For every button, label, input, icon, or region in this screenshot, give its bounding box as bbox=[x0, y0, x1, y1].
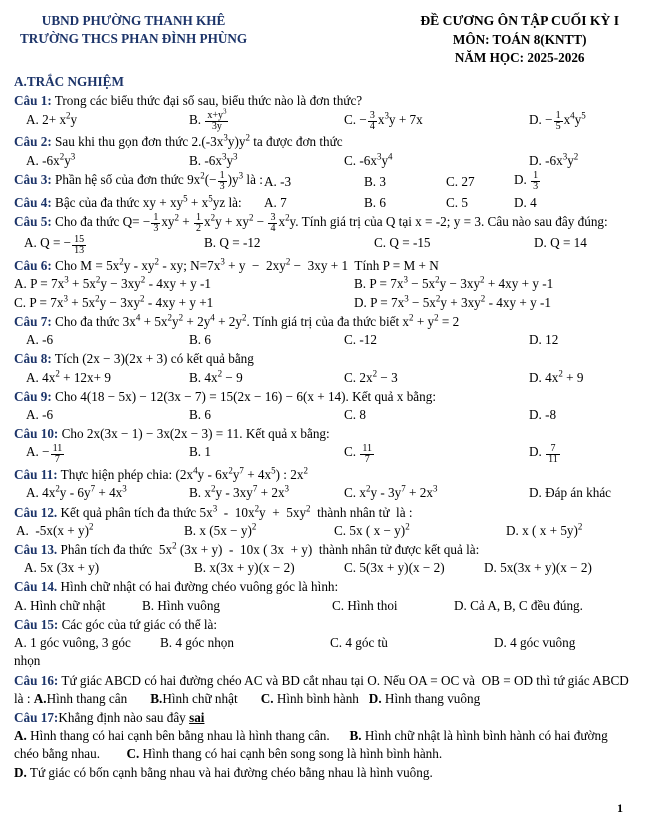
option-d: D. 5x(3x + y)(x − 2) bbox=[484, 560, 592, 576]
option-d: D. Q = 14 bbox=[534, 235, 587, 251]
option-c: C. $P = 7x^3 + 5x^2y - 3xy^2 - 4xy + y +1$ bbox=[14, 293, 214, 310]
option-d: D. $-6x^3y^2$ bbox=[529, 151, 579, 168]
question-2 bbox=[14, 133, 629, 169]
question-6 bbox=[14, 257, 629, 312]
option-d: D. $P = 7x^3 - 5x^2y + 3xy^2 - 4xy + y$ -1 bbox=[354, 293, 551, 310]
option-d: D. $\frac{1}{3}$ bbox=[514, 170, 539, 193]
question-16 bbox=[14, 672, 629, 708]
question-7 bbox=[14, 313, 629, 349]
question-15-stem: Các góc của tứ giác có thể là: bbox=[61, 616, 218, 632]
option-c: C. 5 bbox=[446, 194, 468, 210]
question-3 bbox=[14, 171, 629, 193]
question-5-label: Câu 5: bbox=[14, 213, 52, 229]
question-10 bbox=[14, 425, 629, 465]
option-b: B. 6 bbox=[364, 194, 386, 210]
question-16-stem: Tứ giác ABCD có hai đường chéo AC và BD cắt nhau tại O. Nếu OA = OC và OB = OD thì tứ giác ABCD là : A.Hình thang cân B.Hình chữ nhật C. Hình bình hành D. Hình thang vuông bbox=[14, 672, 629, 706]
question-12-options bbox=[14, 522, 629, 540]
question-11-stem: Thực hiện phép chia: $(2x^4y - 6x^2y^7 + 4x^5)$ : $2x^2$ bbox=[60, 465, 308, 483]
option-b: B. x(3x + y)(x − 2) bbox=[194, 560, 295, 576]
option-a: A. $2+ x^2y$ bbox=[26, 110, 78, 127]
question-17-label: Câu 17: bbox=[14, 709, 59, 725]
question-10-label: Câu 10: bbox=[14, 426, 59, 442]
question-1 bbox=[14, 92, 629, 132]
question-4-label: Câu 4: bbox=[14, 194, 52, 210]
option-b: B. x $(5x - y)^2$ bbox=[184, 521, 257, 538]
option-a: A. $4x^2 + 12x+ 9$ bbox=[26, 368, 111, 385]
question-2-label: Câu 2: bbox=[14, 134, 52, 150]
question-9 bbox=[14, 388, 629, 424]
option-c: C. $\frac{11}{7}$ bbox=[344, 442, 373, 465]
question-13-options bbox=[14, 559, 629, 577]
question-6-label: Câu 6: bbox=[14, 258, 52, 274]
question-17-option-d: D. Tứ giác có bốn cạnh bằng nhau và hai đường chéo bằng nhau là hình vuông. bbox=[14, 764, 433, 780]
header-left-block bbox=[14, 12, 247, 67]
document-header bbox=[14, 12, 629, 67]
option-d: D. 12 bbox=[529, 332, 559, 348]
option-b: B. $\frac{x+y^3}{3y}$ bbox=[189, 108, 227, 133]
option-a: A. − $\frac{11}{7}$ bbox=[26, 442, 63, 465]
option-b: B. $4x^2 - 9$ bbox=[189, 368, 243, 385]
question-16-label: Câu 16: bbox=[14, 672, 59, 688]
option-c: C. $2x^2 - 3$ bbox=[344, 368, 398, 385]
option-b: B. $x^2y - 3xy^7 + 2x^3$ bbox=[189, 483, 290, 501]
question-10-options bbox=[14, 443, 629, 465]
question-15-label: Câu 15: bbox=[14, 616, 59, 632]
question-14 bbox=[14, 578, 629, 614]
question-8-label: Câu 8: bbox=[14, 351, 52, 367]
option-d: D. $4x^2 + 9$ bbox=[529, 368, 584, 385]
question-4 bbox=[14, 194, 629, 212]
option-d: D. − $\frac{1}{5}$ $x^4y^5$ bbox=[529, 109, 586, 133]
question-7-label: Câu 7: bbox=[14, 313, 52, 329]
option-a: A. -6 bbox=[26, 332, 54, 348]
question-6-options-row2 bbox=[14, 294, 629, 312]
question-12-stem: Kết quả phân tích đa thức $5x^3 - 10x^2y + 5xy^2$ thành nhân tử là : bbox=[60, 503, 413, 520]
question-2-options bbox=[14, 152, 629, 170]
option-d: D. $\frac{7}{11}$ bbox=[529, 442, 558, 465]
question-5-options bbox=[14, 234, 629, 256]
option-b: B. 4 góc nhọn bbox=[160, 635, 234, 651]
header-right-block bbox=[420, 12, 629, 67]
question-1-options bbox=[14, 108, 629, 133]
option-a: A. Q = − $\frac{15}{13}$ bbox=[24, 233, 85, 256]
question-9-options bbox=[14, 406, 629, 424]
subject-line: MÔN: TOÁN 8(KNTT) bbox=[452, 31, 587, 47]
question-11 bbox=[14, 466, 629, 502]
page-number: 1 bbox=[617, 801, 623, 815]
doc-title: ĐỀ CƯƠNG ÔN TẬP CUỐI KỲ I bbox=[420, 13, 619, 28]
question-17-stem: Khẳng định nào sau đây sai bbox=[58, 709, 205, 725]
question-15 bbox=[14, 616, 629, 671]
option-c: C. 27 bbox=[446, 173, 475, 189]
option-a: A. -3 bbox=[264, 173, 292, 189]
option-d: D. 4 bbox=[514, 194, 537, 210]
option-a: A. 7 bbox=[264, 194, 287, 210]
option-c: C. 5x ( x − y)$^2$ bbox=[334, 521, 410, 538]
option-c: C. $x^2y - 3y^7 + 2x^3$ bbox=[344, 483, 438, 501]
question-6-stem: Cho $M = 5x^2y - xy^2$ - xy; $N=7x^3 + y - 2xy^2 - 3xy + 1$ Tính P = M + N bbox=[55, 256, 439, 274]
option-a: A. $-5x(x + y)^2$ bbox=[16, 521, 94, 538]
option-d: D. Đáp án khác bbox=[529, 485, 612, 501]
question-13-label: Câu 13. bbox=[14, 542, 58, 558]
option-b: B. 3 bbox=[364, 173, 386, 189]
question-12-label: Câu 12. bbox=[14, 504, 58, 520]
option-d: D. 4 góc vuông bbox=[494, 635, 576, 651]
option-b: B. $P = 7x^3 - 5x^2y - 3xy^2 + 4xy + y$ -1 bbox=[354, 275, 554, 292]
question-13 bbox=[14, 541, 629, 577]
school-name: TRƯỜNG THCS PHAN ĐÌNH PHÙNG bbox=[20, 31, 248, 47]
question-9-stem: Cho 4(18 − 5x) − 12(3x − 7) = 15(2x − 16) − 6(x + 14). Kết quả x bằng: bbox=[55, 388, 436, 404]
option-a: A. $P = 7x^3 + 5x^2y - 3xy^2 - 4xy + y$ -1 bbox=[14, 275, 211, 292]
question-1-stem: Trong các biểu thức đại số sau, biểu thức nào là đơn thức? bbox=[54, 93, 363, 109]
option-c: C. 5(3x + y)(x − 2) bbox=[344, 560, 445, 576]
question-14-options bbox=[14, 597, 629, 615]
question-7-stem: Cho đa thức $3x^4 + 5x^2y^2 + 2y^4 + 2y^2$. Tính giá trị của đa thức biết $x^2 + y^2 = 2$ bbox=[55, 312, 460, 329]
question-17-options-abc: A. Hình thang có hai cạnh bên bằng nhau là hình thang cân. B. Hình chữ nhật là hình bình hành có hai đường chéo bằng nhau. C. Hình thang có hai cạnh bên song song là hình bình hành. bbox=[14, 728, 608, 762]
question-5-stem: Cho đa thức Q= − $\frac{1}{3}$ $xy^2$ + $\frac{1}{2}$ $x^2y + xy^2$ − $\frac{3}{4}$ $x^2y$. Tính giá trị của Q tại x = -2; y = 3. Câu nào sau đây đúng: bbox=[55, 212, 608, 235]
option-d: D. Cả A, B, C đều đúng. bbox=[454, 597, 583, 613]
question-12 bbox=[14, 504, 629, 540]
question-6-options-row1 bbox=[14, 275, 629, 293]
org-name: UBND PHƯỜNG THANH KHÊ bbox=[41, 13, 226, 28]
option-b: B. 1 bbox=[189, 444, 211, 460]
question-2-stem: Sau khi thu gọn đơn thức $2.(-3x^3y)y^2$ ta được đơn thức bbox=[55, 132, 343, 150]
question-11-label: Câu 11: bbox=[14, 467, 58, 483]
option-b: B. Q = -12 bbox=[204, 235, 261, 251]
option-d: D. x ( x + 5y)$^2$ bbox=[506, 521, 583, 538]
option-b: B. Hình vuông bbox=[142, 597, 221, 613]
question-1-label: Câu 1: bbox=[14, 93, 52, 109]
question-11-options bbox=[14, 484, 629, 502]
question-8 bbox=[14, 350, 629, 386]
option-c: C. 8 bbox=[344, 406, 366, 422]
option-b: B. 6 bbox=[189, 332, 211, 348]
year-line: NĂM HỌC: 2025-2026 bbox=[454, 49, 585, 65]
option-b: B. $-6x^3y^3$ bbox=[189, 151, 238, 168]
question-8-options bbox=[14, 369, 629, 387]
question-7-options bbox=[14, 331, 629, 349]
option-a: A. $4x^2y - 6y^7 + 4x^3$ bbox=[26, 483, 127, 501]
option-c: C. − $\frac{3}{4}$ $x^3y + 7x$ bbox=[344, 109, 423, 133]
question-4-stem: Bậc của đa thức xy + $xy^5 + x^5yz$ là: bbox=[55, 193, 242, 210]
question-14-stem: Hình chữ nhật có hai đường chéo vuông góc là hình: bbox=[60, 579, 339, 595]
option-a: A. $-6x^2y^3$ bbox=[26, 151, 76, 168]
question-13-stem: Phân tích đa thức $5x^2$ (3x + y) - 10x ( 3x + y) thành nhân tử được kết quả là: bbox=[60, 540, 480, 558]
option-a: A. 1 góc vuông, 3 góc nhọn bbox=[14, 635, 131, 669]
question-15-options bbox=[14, 634, 629, 670]
option-b: B. 6 bbox=[189, 406, 211, 422]
option-c: C. -12 bbox=[344, 332, 377, 348]
option-c: C. $-6x^3y^4$ bbox=[344, 151, 393, 168]
option-a: A. Hình chữ nhật bbox=[14, 597, 106, 613]
question-9-label: Câu 9: bbox=[14, 388, 52, 404]
question-14-label: Câu 14. bbox=[14, 579, 58, 595]
option-a: A. -6 bbox=[26, 406, 54, 422]
question-17 bbox=[14, 709, 629, 782]
question-3-stem: Phần hệ số của đơn thức $9x^2(-$ $\frac{1}{3}$ )$y^3$ là : bbox=[55, 170, 263, 193]
question-8-stem: Tích (2x − 3)(2x + 3) có kết quả bằng bbox=[54, 351, 254, 367]
question-3-label: Câu 3: bbox=[14, 171, 52, 187]
option-c: C. Hình thoi bbox=[332, 597, 398, 613]
option-c: C. Q = -15 bbox=[374, 235, 431, 251]
question-10-stem: Cho 2x(3x − 1) − 3x(2x − 3) = 11. Kết quả x bằng: bbox=[61, 426, 330, 442]
option-a: A. 5x (3x + y) bbox=[24, 560, 100, 576]
section-title: A.TRẮC NGHIỆM bbox=[14, 74, 124, 90]
question-5 bbox=[14, 213, 629, 256]
option-d: D. -8 bbox=[529, 406, 557, 422]
option-c: C. 4 góc tù bbox=[330, 635, 388, 651]
